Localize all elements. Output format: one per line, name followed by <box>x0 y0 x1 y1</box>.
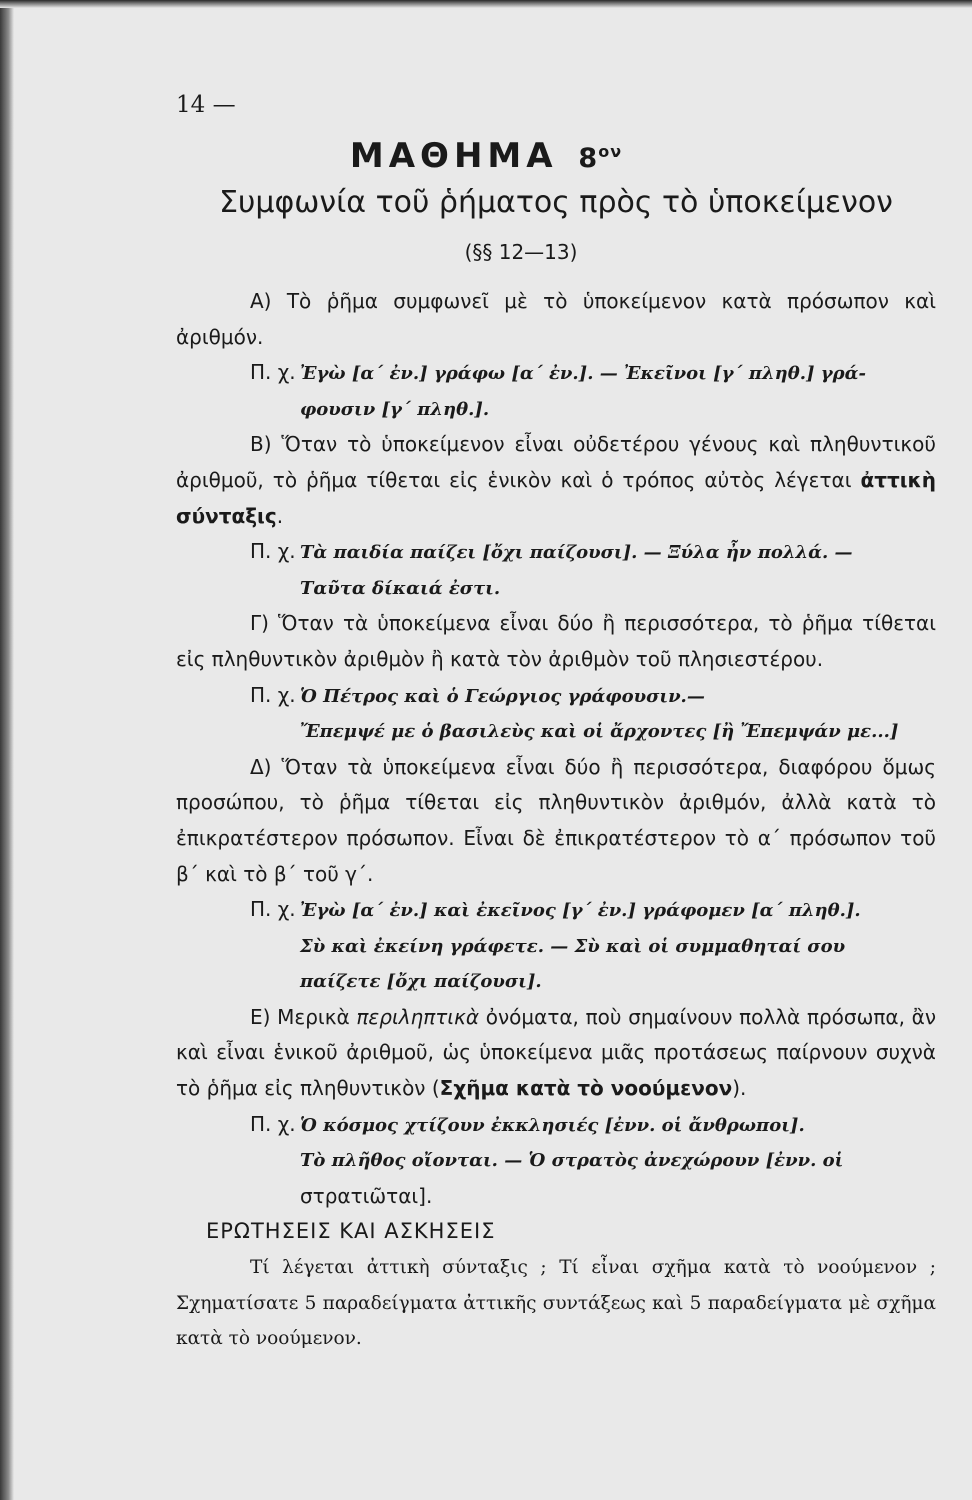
rule-c-text: Γ) Ὅταν τὰ ὑποκείμενα εἶναι δύο ἢ περισσότερα, τὸ ῥῆμα τίθεται εἰς πληθυντικὸν ἀριθμὸν ἢ κατὰ τὸν ἀριθμὸν τοῦ πλησιεστέρου. <box>176 611 936 671</box>
rule-d-example: Π. χ. Ἐγὼ [α΄ ἐν.] καὶ ἐκεῖνος [γ΄ ἐν.] γράφομεν [α΄ πληθ.]. <box>176 892 936 929</box>
lesson-body <box>176 284 936 1357</box>
rule-a-example-cont: φουσιν [γ΄ πληθ.]. <box>300 398 490 420</box>
lesson-title: Συμφωνία τοῦ ῥήματος πρὸς τὸ ὑποκείμενον <box>219 185 893 220</box>
lesson-word: ΜΑΘΗΜΑ <box>349 136 558 176</box>
rule-e-text: Ε) Μερικὰ περιληπτικὰ ὀνόματα, ποὺ σημαίνουν πολλὰ πρόσωπα, ἂν καὶ εἶναι ἑνικοῦ ἀριθμοῦ, ὡς ὑποκείμενα μιᾶς προτάσεως παίρνουν συχνὰ τὸ ῥῆμα εἰς πληθυντικὸν (Σχῆμα κατὰ τὸ νοούμενον). <box>176 1004 937 1101</box>
rule-b-example: Π. χ. Τὰ παιδία παίζει [ὄχι παίζουσι]. — Ξύλα ἦν πολλά. — <box>176 534 936 571</box>
rule-a-text: Α) Τὸ ῥῆμα συμφωνεῖ μὲ τὸ ὑποκείμενον κατὰ πρόσωπον καὶ ἀριθμόν. <box>176 289 936 349</box>
page-number: 14 — <box>176 92 236 118</box>
questions-heading: ΕΡΩΤΗΣΕΙΣ ΚΑΙ ΑΣΚΗΣΕΙΣ <box>206 1219 496 1244</box>
questions-text: Τί λέγεται ἀττικὴ σύνταξις ; Τί εἶναι σχῆμα κατὰ τὸ νοούμενον ; Σχηματίσατε 5 παραδείγματα ἀττικῆς συντάξεως καὶ 5 παραδείγματα μὲ σχῆμα κατὰ τὸ νοούμενον. <box>176 1257 936 1350</box>
lesson-heading <box>0 136 972 176</box>
example-label: Π. χ. <box>250 1111 296 1136</box>
rule-d-text: Δ) Ὅταν τὰ ὑποκείμενα εἶναι δύο ἢ περισσότερα, διαφόρου ὅμως προσώπου, τὸ ῥῆμα τίθεται εἰς πληθυντικὸν ἀριθμόν, ἀλλὰ κατὰ τὸ ἐπικρατέστερον πρόσωπον. Εἶναι δὲ ἐπικρατέστερον τὸ α΄ πρόσωπον τοῦ β΄ καὶ τὸ β΄ τοῦ γ΄. <box>176 754 936 886</box>
example-label: Π. χ. <box>250 539 296 564</box>
rule-d-example-cont: Σὺ καὶ ἐκείνη γράφετε. — Σὺ καὶ οἱ συμμαθηταί σου <box>300 935 846 957</box>
rule-d-example-cont2: παίζετε [ὄχι παίζουσι]. <box>300 971 542 993</box>
rule-e-example: Π. χ. Ὁ κόσμος χτίζουν ἐκκλησιές [ἐνν. οἱ ἄνθρωποι]. <box>176 1107 936 1144</box>
example-label: Π. χ. <box>250 897 296 922</box>
rule-e-example-cont: Τὸ πλῆθος οἴονται. — Ὁ στρατὸς ἀνεχώρουν [ἐνν. οἱ <box>300 1150 844 1172</box>
rule-c-example: Π. χ. Ὁ Πέτρος καὶ ὁ Γεώργιος γράφουσιν.— <box>176 678 936 715</box>
rule-b-example-cont: Ταῦτα δίκαιά ἐστι. <box>300 577 501 599</box>
rule-e-example-cont2: στρατιῶται]. <box>300 1183 433 1208</box>
rule-c-example-cont: Ἔπεμψέ με ὁ βασιλεὺς καὶ οἱ ἄρχοντες [ἢ Ἔπεμψάν με...] <box>300 721 899 743</box>
lesson-number: $8^{o\nu}$ <box>578 142 623 174</box>
section-reference: (§§ 12—13) <box>464 240 578 264</box>
example-label: Π. χ. <box>250 682 296 707</box>
rule-a-example: Π. χ. Ἐγὼ [α΄ ἐν.] γράφω [α΄ ἐν.]. — Ἐκεῖνοι [γ΄ πληθ.] γρά- <box>176 355 936 392</box>
example-label: Π. χ. <box>250 360 296 385</box>
rule-b-text: Β) Ὅταν τὸ ὑποκείμενον εἶναι οὐδετέρου γένους καὶ πληθυντικοῦ ἀριθμοῦ, τὸ ῥῆμα τίθεται εἰς ἑνικὸν καὶ ὁ τρόπος αὐτὸς λέγεται ἀττικὴ σύνταξις. <box>176 432 936 528</box>
